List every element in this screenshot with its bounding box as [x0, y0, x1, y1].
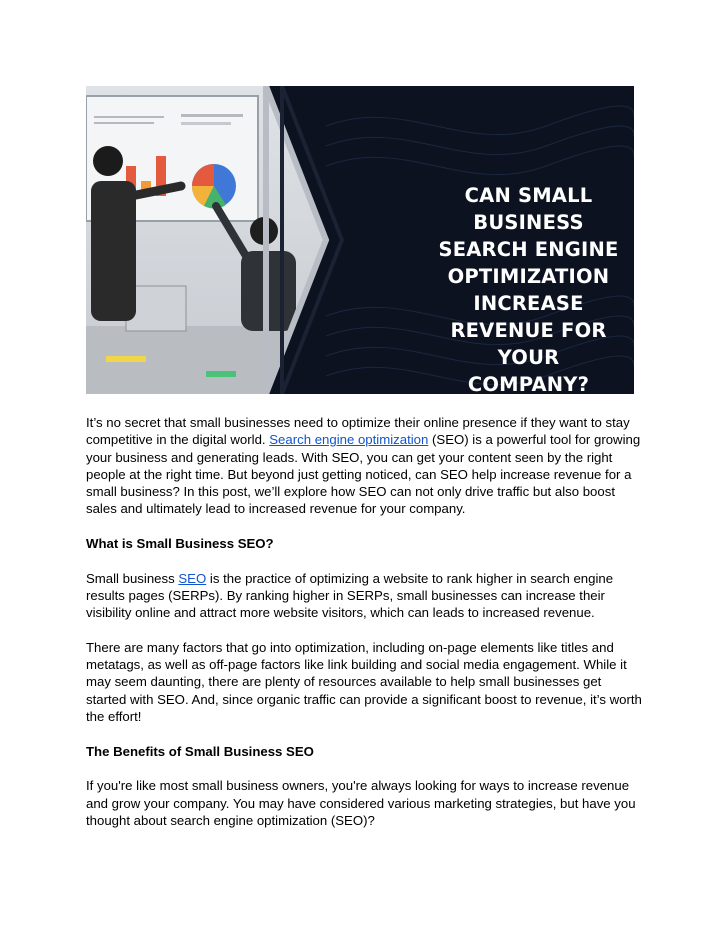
hero-title-line-5: COMPANY?	[467, 373, 590, 394]
hero-banner-image	[86, 86, 634, 394]
section1-p1-end: is the practice of optimizing a website to rank higher in search engine results pages (SERPs). By ranking higher in SERPs, small businesses can increase their visibility online and attract more website visitors, which can leads to increased revenue.	[86, 570, 614, 621]
seo-short-link[interactable]: SEO	[178, 570, 207, 586]
article-body	[86, 414, 642, 846]
section1-paragraph-1	[86, 570, 642, 622]
section2-paragraph-1: If you're like most small business owners, you're always looking for ways to increase revenue and grow your company. You may have considered various marketing strategies, but have you thought about search engine optimization (SEO)?	[86, 778, 636, 828]
intro-text-start: It’s no secret that small businesses need to optimize their online presence if they want to stay competitive in the digital world.	[86, 415, 630, 448]
hero-title	[426, 182, 631, 394]
seo-link[interactable]: Search engine optimization	[269, 432, 429, 448]
office-photo	[86, 86, 346, 394]
hero-title-line-3: OPTIMIZATION INCREASE	[447, 265, 610, 315]
hero-title-line-1: CAN SMALL BUSINESS	[464, 184, 593, 234]
section-heading-what-is-seo: What is Small Business SEO?	[86, 536, 274, 552]
hero-title-line-4: REVENUE FOR YOUR	[450, 319, 607, 369]
intro-text-end: (SEO) is a powerful tool for growing your business and generating leads. With SEO, you can get your content seen by the right people at the right time. But beyond just getting noticed, can SEO help increase revenue for a small business? In this post, we’ll explore how SEO can not only drive traffic but also boost sales and ultimately lead to increased revenue for your company.	[86, 432, 641, 517]
intro-paragraph	[86, 414, 642, 518]
section-heading-benefits: The Benefits of Small Business SEO	[86, 743, 314, 759]
section1-paragraph-2: There are many factors that go into optimization, including on-page elements like titles and metatags, as well as off-page factors like link building and social media engagement. While it may seem daunting, there are plenty of resources available to help small businesses get started with SEO. And, since organic traffic can provide a significant boost to revenue, it’s worth the effort!	[86, 639, 642, 725]
section1-p1-start: Small business	[86, 570, 179, 586]
hero-title-line-2: SEARCH ENGINE	[438, 238, 619, 261]
